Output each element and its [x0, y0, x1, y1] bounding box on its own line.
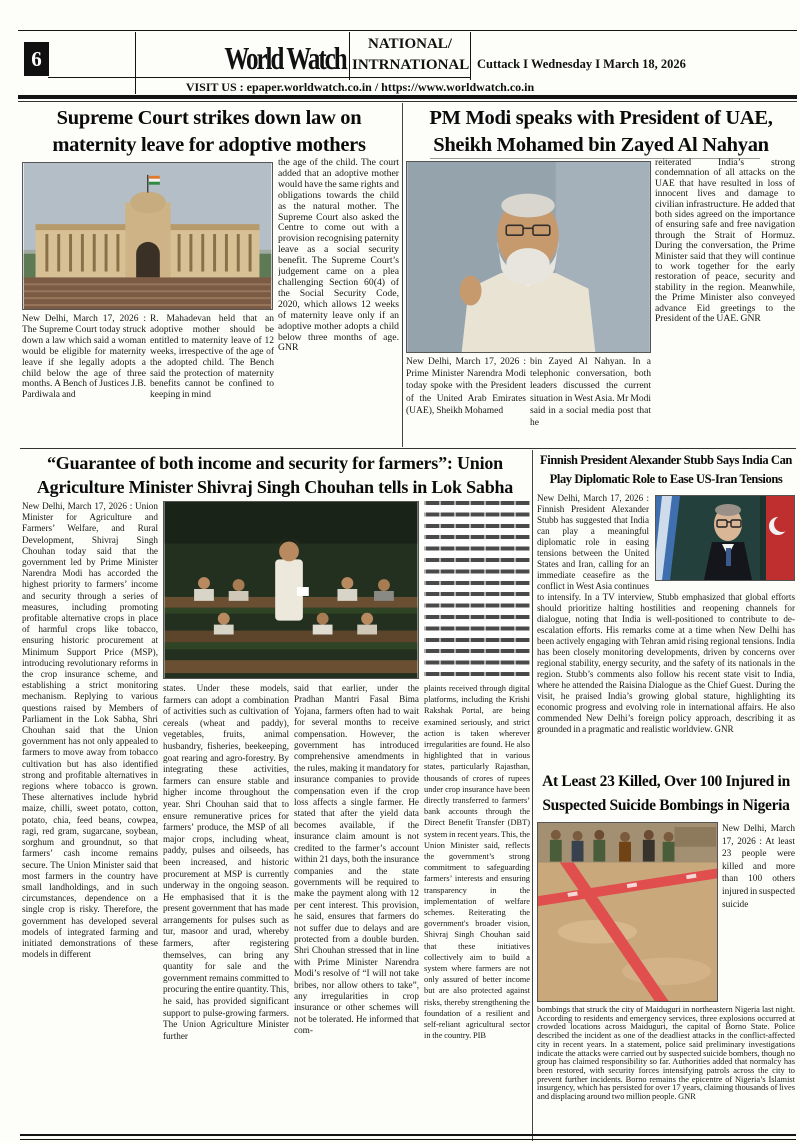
section-label: [352, 34, 468, 76]
farmers-col4: plaints received through digital platforms, including the Krishi Rakshak Portal, are being examined seriously, and strict action is taken wherever irregularities are found. He also highlighted that in various states, particularly Rajasthan, thousands of crores of rupees under crop insurance have been directly transferred to farmers’ bank accounts through the Direct Benefit Transfer (DBT) system in recent years. This, the Union Minister said, reflects the government’s strong commitment to safeguarding farmers’ interests and ensuring transparency in the implementation of welfare schemes. Reiterating the government's broader vision, Shivraj Singh Chouhan said that these initiatives collectively aim to build a system where farmers are not only assured of better income but are also protected against risks, thereby strengthening the foundation of a resilient and self-reliant agricultural sector in the country. PIB: [424, 684, 530, 1041]
section-line2: INTRNATIONAL: [352, 57, 470, 73]
header-thin-rule: [18, 101, 797, 102]
article-divider-vertical-2: [532, 450, 533, 1141]
supreme-court-col1: New Delhi, March 17, 2026 : The Supreme Court today struck down a law which said a woman would be eligible for maternity leave if she legally adopts a child below the age of three months. A Bench of Justices J.B. Pardiwala and: [22, 314, 146, 401]
visit-us-line: VISIT US : epaper.worldwatch.co.in / https://www.worldwatch.co.in: [185, 80, 535, 94]
header-top-rule: [18, 30, 797, 31]
page-number: 6: [31, 47, 42, 71]
bottom-rule-thin: [20, 1139, 796, 1140]
header-thick-rule: [18, 95, 797, 99]
pm-modi-photo: [406, 161, 651, 353]
header-mid-rule: [48, 77, 470, 78]
lok-sabha-photo-right-region: [424, 501, 530, 679]
header-divider-3: [470, 32, 471, 80]
article-divider-vertical-1: [402, 103, 403, 447]
farmers-col3: said that earlier, under the Pradhan Mantri Fasal Bima Yojana, farmers often had to wait for several months to receive compensation. However, the government has introduced comprehensive amendments in the rules, making it mandatory for insurance companies to provide compensation even if the crop loss affects a single farmer. He stated that after the yield data becomes available, if the insurance claim amount is not credited to the farmer’s account within 21 days, both the insurance companies and the state governments will be required to make the payment along with 12 per cent interest. This provision, he said, ensures that farmers do not suffer due to delays and are protected from a double burden. Shri Chouhan stressed that in line with Prime Minister Narendra Modi’s resolve of “I will not take bribes, nor allow others to take”, any irregularities in crop insurance or other schemes will not be tolerated. He informed that com-: [294, 683, 419, 1036]
finland-body-container: [537, 493, 795, 771]
finland-body: New Delhi, March 17, 2026 : Finnish President Alexander Stubb has suggested that India can play a meaningful diplomatic role in easing tensions between the United States and Iran, calling for an immediate ceasefire as the conflict in West Asia continues to intensify. In a TV interview, Stubb emphasized that global efforts should prioritize halting hostilities and reopening channels for dialogue, noting that India is well-positioned to contribute to de-escalation efforts. His remarks come at a time when New Delhi has been actively engaging with Tehran amid rising regional tensions. India has been closely monitoring developments, driven by concerns over regional stability, energy security, and the safety of its nationals in the region. Stubb’s comments also follow his recent state visit to India, where he attended the Raisina Dialogue as the Chief Guest. During the visit, he praised India’s growing global stature, highlighting its economic progress and evolving role in international affairs. He also commended New Delhi’s foreign policy approach, describing it as grounded in a pragmatic and realistic worldview. GNR: [537, 493, 795, 734]
horizontal-rule-mid: [20, 448, 796, 449]
farmers-col1: New Delhi, March 17, 2026 : Union Minister for Agriculture and Farmers’ Welfare, and Rural Development, Shivraj Singh Chouhan today said that the government led by Prime Minister Narendra Modi has accorded the highest priority to farmers’ income and security through a series of measures, including promoting profitable alternative crops in place of harmful crops like tobacco, ensuring historic procurement at Minimum Support Price (MSP), introducing revolutionary reforms in the crop insurance scheme, and establishing a strict monitoring mechanism. Replying to various questions raised by Members of Parliament in the Lok Sabha, Shri Chouhan said that the Union government has not only appealed to farmers to move away from tobacco cultivation but has also identified strong and profitable alternatives in regions where tobacco is grown. These alternatives include hybrid maize, chilli, sweet potato, cotton, potato, chia, feed beans, cowpea, ragi, red gram, sugarcane, soybean, sorghum and groundnut, so that farmers’ cash income remains secure. The Union Minister said that most farmers in the country have small landholdings, and in such circumstances, dependence on a single crop is risky. Therefore, the government has developed several models of integrated farming and initiated demonstrations of these models in different: [22, 501, 158, 960]
supreme-court-building-photo: [22, 162, 273, 310]
masthead-logo: [222, 42, 348, 77]
nigeria-intro-col: New Delhi, March 17, 2026 : At least 23 people were killed and more than 100 others injured in suspected suicide: [722, 824, 795, 910]
headline-supreme-court: Supreme Court strikes down law on maternity leave for adoptive mothers: [52, 107, 366, 156]
lok-sabha-photo: [163, 501, 419, 679]
nigeria-body: bombings that struck the city of Maiduguri in northeastern Nigeria last night. According to residents and emergency services, three explosions occurred at crowded locations across Maiduguri, the capital of Borno State. Police described the incident as one of the deadliest attacks in the conflict-affected city in recent years. In a statement, police said preliminary investigations indicate the attacks were carried out by suspected suicide bombers, though no group has claimed responsibility so far. Authorities added that normalcy has been restored, with security forces intensifying patrols across the city to prevent further incidents. Borno remains the epicentre of Nigeria’s Islamist insurgency, which has persisted for over 17 years, claiming thousands of lives and displacing around two million people. GNR: [537, 1006, 795, 1102]
header-divider-2: [349, 32, 350, 80]
modi-uae-col2: bin Zayed Al Nahyan. In a telephonic conversation, both leaders discussed the current situation in West Asia. Mr Modi said in a social media post that he: [530, 357, 651, 429]
section-line1: NATIONAL/: [368, 36, 452, 52]
edition-dateline: Cuttack I Wednesday I March 18, 2026: [477, 57, 686, 71]
alexander-stubb-photo: [655, 495, 795, 581]
logo-text: World Watch: [224, 42, 346, 77]
bottom-rule-thick: [20, 1134, 796, 1136]
headline-finland: Finnish President Alexander Stubb Says India Can Play Diplomatic Role to Ease US-Iran Tensions: [540, 453, 792, 486]
supreme-court-col2: R. Mahadevan held that an adoptive mother should be entitled to maternity leave of 12 weeks, irrespective of the age of the adopted child. The Bench said the protection of maternity benefits cannot be confined to keeping in mind: [150, 314, 274, 401]
farmers-col2: states. Under these models, farmers can adopt a combination of activities such as cultivation of cereals (wheat and paddy), vegetables, fruits, animal husbandry, fisheries, beekeeping, goat rearing and agro-forestry. By integrating these activities, farmers can ensure stable and higher income throughout the year. Shri Chouhan said that to ensure remunerative prices for farmers’ produce, the MSP of all major crops, including wheat, paddy, pulses and oilseeds, has been increased, and historic procurement at MSP is currently underway in the ongoing season. He emphasised that it is the present government that has made arrangements for pulses such as tur, masoor and urad, whereby farmers, after registering themselves, can bring any quantity for sale and the government remains committed to procuring the entire quantity. This, he said, has provided significant support to pulse-growing farmers. The Union Agriculture Minister further: [163, 683, 289, 1041]
supreme-court-col3: the age of the child. The court added that an adoptive mother would have the same rights and obligations towards the child as the natural mother. The Supreme Court also asked the Centre to come out with a provision recognising paternity leave as a social security benefit. The Supreme Court’s judgement came on a plea challenging Section 60(4) of the Social Security Code, 2020, which allows 12 weeks of maternity leave only if an adoptive mother adopts a child below three months of age. GNR: [278, 158, 399, 354]
modi-uae-col1: New Delhi, March 17, 2026 : Prime Minister Narendra Modi today spoke with the President of the United Arab Emirates (UAE), Sheikh Mohamed: [406, 357, 526, 416]
nigeria-blast-scene-photo: [537, 822, 718, 1002]
page-number-box: [24, 42, 49, 76]
headline-farmers: “Guarantee of both income and security for farmers”: Union Agriculture Minister Shivraj Singh Chouhan tells in Lok Sabha: [36, 453, 514, 497]
headline-nigeria: At Least 23 Killed, Over 100 Injured in Suspected Suicide Bombings in Nigeria: [542, 773, 790, 814]
headline-modi-uae: PM Modi speaks with President of UAE, Sheikh Mohamed bin Zayed Al Nahyan: [429, 107, 773, 156]
modi-uae-col3: reiterated India’s strong condemnation of all attacks on the UAE that have resulted in loss of innocent lives and damage to civilian infrastructure. He added that both sides agreed on the importance of ensuring safe and free navigation through the Strait of Hormuz. During the conversation, the Prime Minister said that they will continue to work together for the early restoration of peace, security and stability in the region. Meanwhile, the Prime Minister also conveyed advance Eid greetings to the President of the UAE. GNR: [655, 158, 795, 325]
